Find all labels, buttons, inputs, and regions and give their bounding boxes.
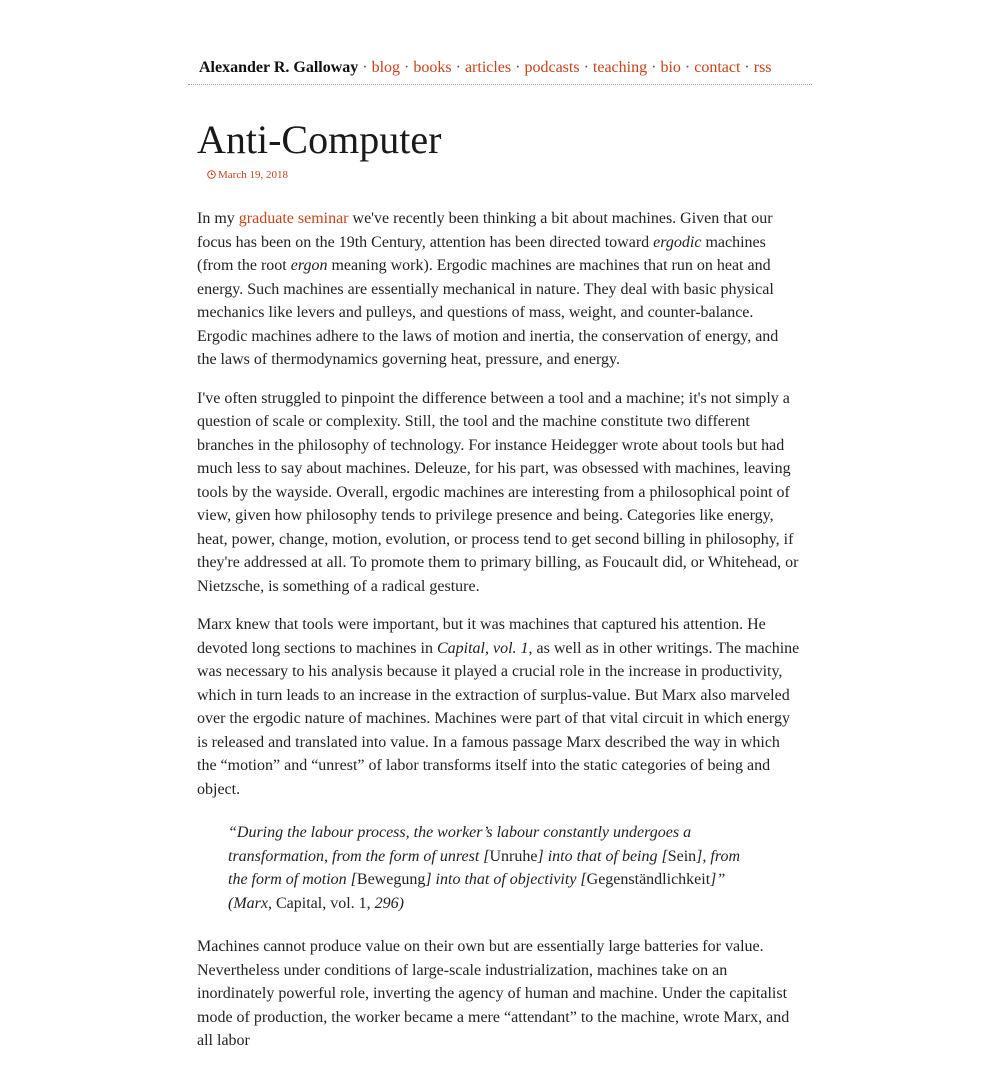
- paragraph-3: [197, 613, 801, 801]
- nav-separator: ·: [740, 59, 754, 76]
- quote-term-sein: Sein: [667, 847, 697, 865]
- nav-podcasts-link[interactable]: podcasts: [524, 59, 580, 76]
- nav-separator: ·: [511, 59, 525, 76]
- paragraph-2: I've often struggled to pinpoint the difference between a tool and a machine; it's not simply a question of scale or complexity. Still, the tool and the machine constitute two different branches in the philosophy of technology. For instance Heidegger wrote about tools but had much less to say about machines. Deleuze, for his part, was obsessed with machines, leaving tools by the wayside. Overall, ergodic machines are interesting from a philosophical point of view, given how philosophy tends to privilege presence and being. Categories like energy, heat, power, change, motion, evolution, or process tend to get second billing in philosophy, if they're addressed at all. To promote them to primary billing, as Foucault did, or Whitehead, or Nietzsche, is something of a radical gesture.: [197, 389, 799, 595]
- site-header: [188, 56, 812, 85]
- paragraph-text: machines (from the root: [197, 233, 766, 274]
- nav-separator: ·: [400, 59, 414, 76]
- nav-separator: ·: [358, 59, 372, 76]
- quote-term-gegenstandlichkeit: Gegenständlichkeit: [586, 871, 711, 888]
- nav-separator: ·: [680, 59, 695, 76]
- site-name-link[interactable]: Alexander R. Galloway: [199, 59, 359, 76]
- quote-term-unruhe: Unruhe: [489, 847, 538, 865]
- post-body: [197, 207, 801, 1068]
- paragraph-text: In my: [197, 210, 239, 227]
- nav-teaching-link[interactable]: teaching: [592, 59, 648, 76]
- clock-icon: [207, 170, 216, 179]
- quote-term-bewegung: Bewegung: [356, 871, 426, 888]
- paragraph-text: meaning work). Ergodic machines are machines that run on heat and energy. Such machines are essentially mechanical in nature. They deal with basic physical mechanics like levers and pulleys, and questions of mass, weight, and counter-balance. Ergodic machines adhere to the laws of motion and inertia, the conservation of energy, and the laws of thermodynamics governing heat, pressure, and energy.: [197, 257, 779, 368]
- emphasis-ergodic: ergodic: [653, 233, 702, 251]
- paragraph-text: we've recently been thinking a bit about machines. Given that our focus has been on the 19th Century, attention has been directed toward: [197, 210, 773, 251]
- nav-separator: ·: [647, 59, 661, 76]
- post-date-text: March 19, 2018: [218, 169, 288, 181]
- nav-separator: ·: [451, 59, 465, 76]
- paragraph-text: Marx knew that tools were important, but it was machines that captured his attention. He devoted long sections to machines in: [197, 616, 766, 657]
- nav-contact-link[interactable]: contact: [694, 59, 741, 76]
- quote-text: ], from the form of motion [: [228, 847, 741, 888]
- nav-rss-link[interactable]: rss: [753, 59, 772, 76]
- quote-text: ] into that of being [: [537, 847, 668, 865]
- site-nav: [188, 56, 812, 80]
- nav-articles-link[interactable]: articles: [464, 59, 512, 76]
- quote-text: 296): [370, 894, 404, 912]
- quote-text: “During the labour process, the worker’s labour constantly undergoes a transformation, from the form of unrest [: [228, 824, 692, 865]
- post-date[interactable]: [207, 167, 288, 183]
- nav-books-link[interactable]: books: [413, 59, 452, 76]
- graduate-seminar-link[interactable]: graduate seminar: [238, 210, 349, 227]
- paragraph-4: Machines cannot produce value on their own but are essentially large batteries for value. Nevertheless under conditions of large-scale industrialization, machines take on an inordinately powerful role, inverting the agency of human and machine. Under the capitalist mode of production, the worker became a mere “attendant” to the machine, wrote Marx, and all labor: [197, 938, 790, 1049]
- quote-text: ] into that of objectivity [: [425, 871, 587, 888]
- paragraph-1: [197, 207, 801, 372]
- quote-text: ]” (Marx,: [228, 871, 726, 912]
- post-title: Anti-Computer: [197, 117, 442, 162]
- nav-separator: ·: [579, 59, 593, 76]
- nav-blog-link[interactable]: blog: [371, 59, 401, 76]
- emphasis-capital-title: Capital, vol. 1: [436, 639, 529, 657]
- nav-bio-link[interactable]: bio: [660, 59, 681, 76]
- paragraph-text: , as well as in other writings. The machine was necessary to his analysis because it played a crucial role in the increase in productivity, which in turn leads to an increase in the extraction of surplus-value. But Marx also marveled over the ergodic nature of machines. Machines were part of that vital circuit in which energy is released and translated into value. In a famous passage Marx described the way in which the “motion” and “unrest” of labor transforms itself into the static categories of being and object.: [197, 639, 800, 798]
- quote-source-title: Capital, vol. 1,: [275, 894, 371, 912]
- marx-quote: [228, 821, 755, 915]
- emphasis-ergon: ergon: [290, 257, 328, 274]
